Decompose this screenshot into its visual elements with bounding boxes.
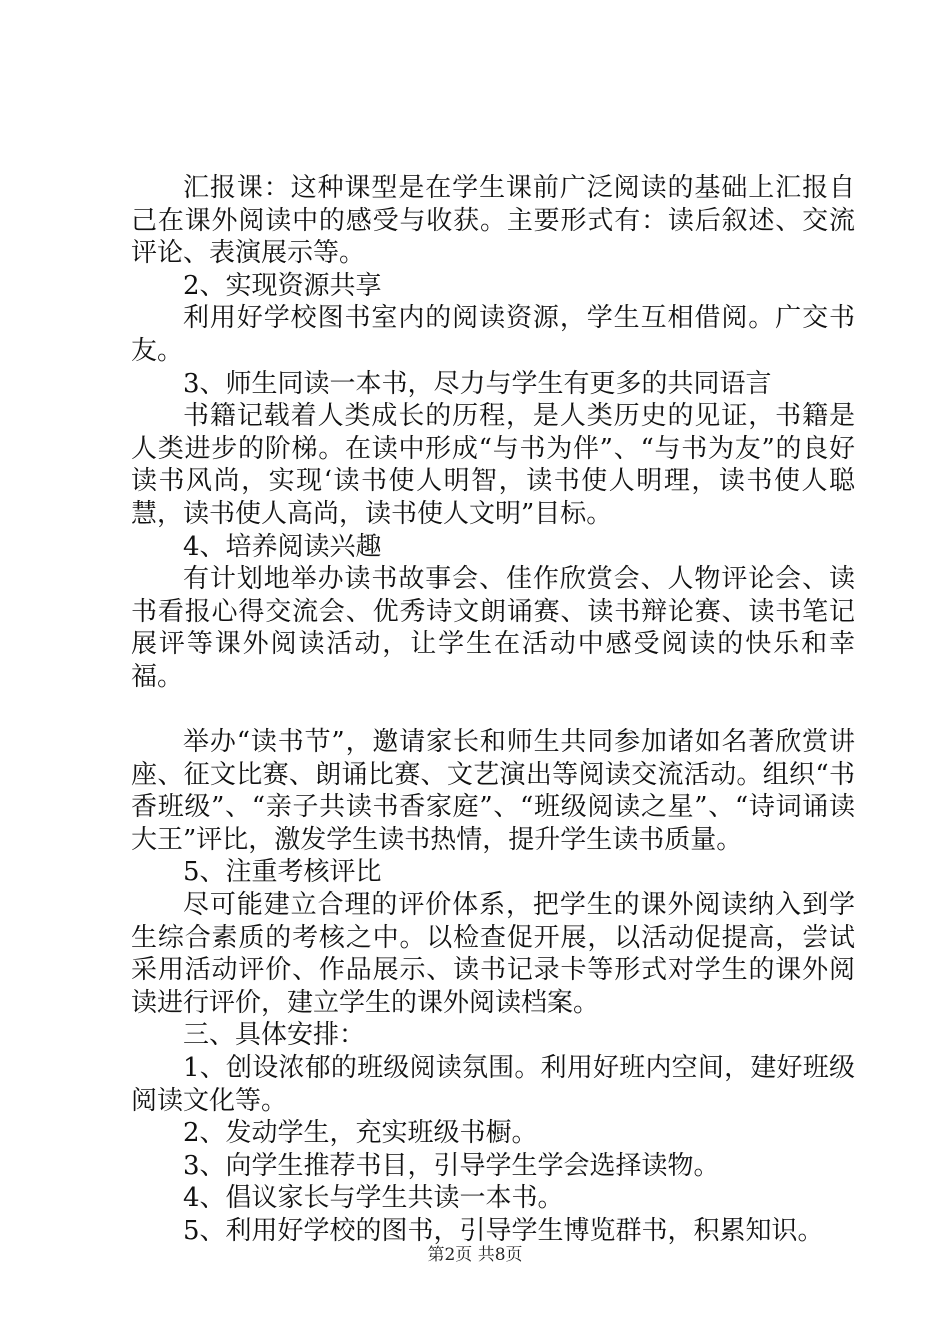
paragraph-reading-activities: 有计划地举办读书故事会、佳作欣赏会、人物评论会、读书看报心得交流会、优秀诗文朗诵赛、读书辩论赛、读书笔记展评等课外阅读活动，让学生在活动中感受阅读的快乐和幸福。 (131, 564, 855, 692)
paragraph-library-resources: 利用好学校图书室内的阅读资源，学生互相借阅。广交书友。 (131, 303, 855, 366)
page-number-footer: 第2页 共8页 (427, 1245, 523, 1265)
heading-assessment: 5、注重考核评比 (183, 857, 382, 888)
list-item-3: 3、向学生推荐书目，引导学生学会选择读物。 (183, 1150, 720, 1181)
document-body (131, 172, 855, 1248)
heading-arrangements: 三、具体安排： (183, 1020, 366, 1051)
heading-resource-sharing: 2、实现资源共享 (183, 270, 382, 301)
heading-read-together: 3、师生同读一本书，尽力与学生有更多的共同语言 (183, 368, 772, 399)
blank-line (131, 694, 855, 727)
list-item-2: 2、发动学生，充实班级书橱。 (183, 1118, 538, 1149)
list-item-4: 4、倡议家长与学生共读一本书。 (183, 1183, 564, 1214)
list-item-5: 5、利用好学校的图书，引导学生博览群书，积累知识。 (183, 1216, 824, 1246)
paragraph-reading-festival: 举办“读书节”，邀请家长和师生共同参加诸如名著欣赏讲座、征文比赛、朗诵比赛、文艺演出等阅读交流活动。组织“书香班级”、“亲子共读书香家庭”、“班级阅读之星”、“诗词诵读大王”评比，激发学生读书热情，提升学生读书质量。 (131, 727, 855, 855)
list-item-1: 1、创设浓郁的班级阅读氛围。利用好班内空间，建好班级阅读文化等。 (131, 1053, 855, 1116)
paragraph-evaluation-system: 尽可能建立合理的评价体系，把学生的课外阅读纳入到学生综合素质的考核之中。以检查促开展，以活动促提高，尝试采用活动评价、作品展示、读书记录卡等形式对学生的课外阅读进行评价，建立学生的课外阅读档案。 (131, 890, 855, 1018)
heading-reading-interest: 4、培养阅读兴趣 (183, 531, 382, 562)
paragraph-report-class: 汇报课：这种课型是在学生课前广泛阅读的基础上汇报自己在课外阅读中的感受与收获。主要形式有：读后叙述、交流评论、表演展示等。 (131, 173, 855, 269)
paragraph-books-history: 书籍记载着人类成长的历程，是人类历史的见证，书籍是人类进步的阶梯。在读中形成“与书为伴”、“与书为友”的良好读书风尚，实现‘读书使人明智，读书使人明理，读书使人聪慧，读书使人高尚，读书使人文明”目标。 (131, 401, 855, 529)
